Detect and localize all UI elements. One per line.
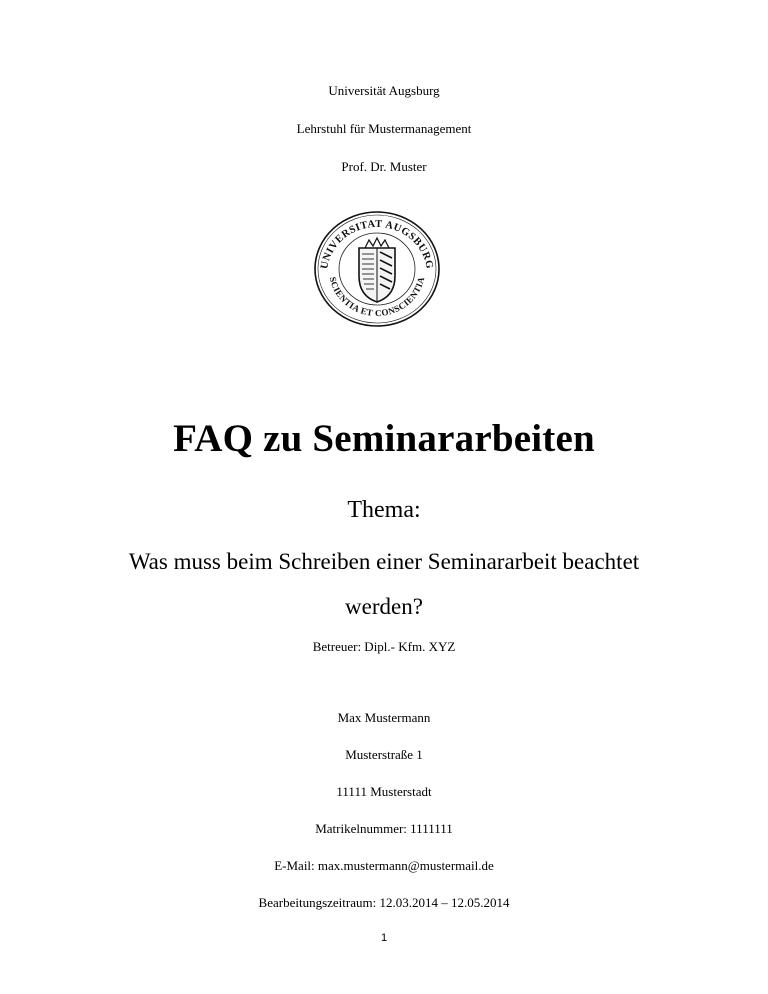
author-city: 11111 Musterstadt [336, 784, 432, 799]
author-street: Musterstraße 1 [345, 747, 423, 762]
thema-text-line2: werden? [345, 594, 423, 619]
matriculation-number: Matrikelnummer: 1111111 [315, 821, 453, 836]
university-name: Universität Augsburg [328, 83, 440, 98]
author-email: E-Mail: max.mustermann@mustermail.de [274, 858, 494, 873]
processing-period: Bearbeitungszeitraum: 12.03.2014 – 12.05.2014 [258, 895, 510, 910]
document-title: FAQ zu Seminararbeiten [173, 417, 595, 460]
author-name: Max Mustermann [337, 710, 431, 725]
thema-text-line1: Was muss beim Schreiben einer Seminararbeit beachtet [128, 549, 640, 574]
seal-text-top: UNIVERSITAT AUGSBURG [319, 218, 435, 270]
seal-text-bottom: SCIENTIA ET CONSCIENTIA [327, 275, 427, 319]
thema-label: Thema: [347, 497, 421, 523]
chair-name: Lehrstuhl für Mustermanagement [296, 121, 472, 136]
professor-name: Prof. Dr. Muster [341, 159, 427, 174]
supervisor: Betreuer: Dipl.- Kfm. XYZ [312, 639, 456, 654]
page-number: 1 [380, 932, 388, 944]
university-seal-icon [313, 210, 441, 328]
